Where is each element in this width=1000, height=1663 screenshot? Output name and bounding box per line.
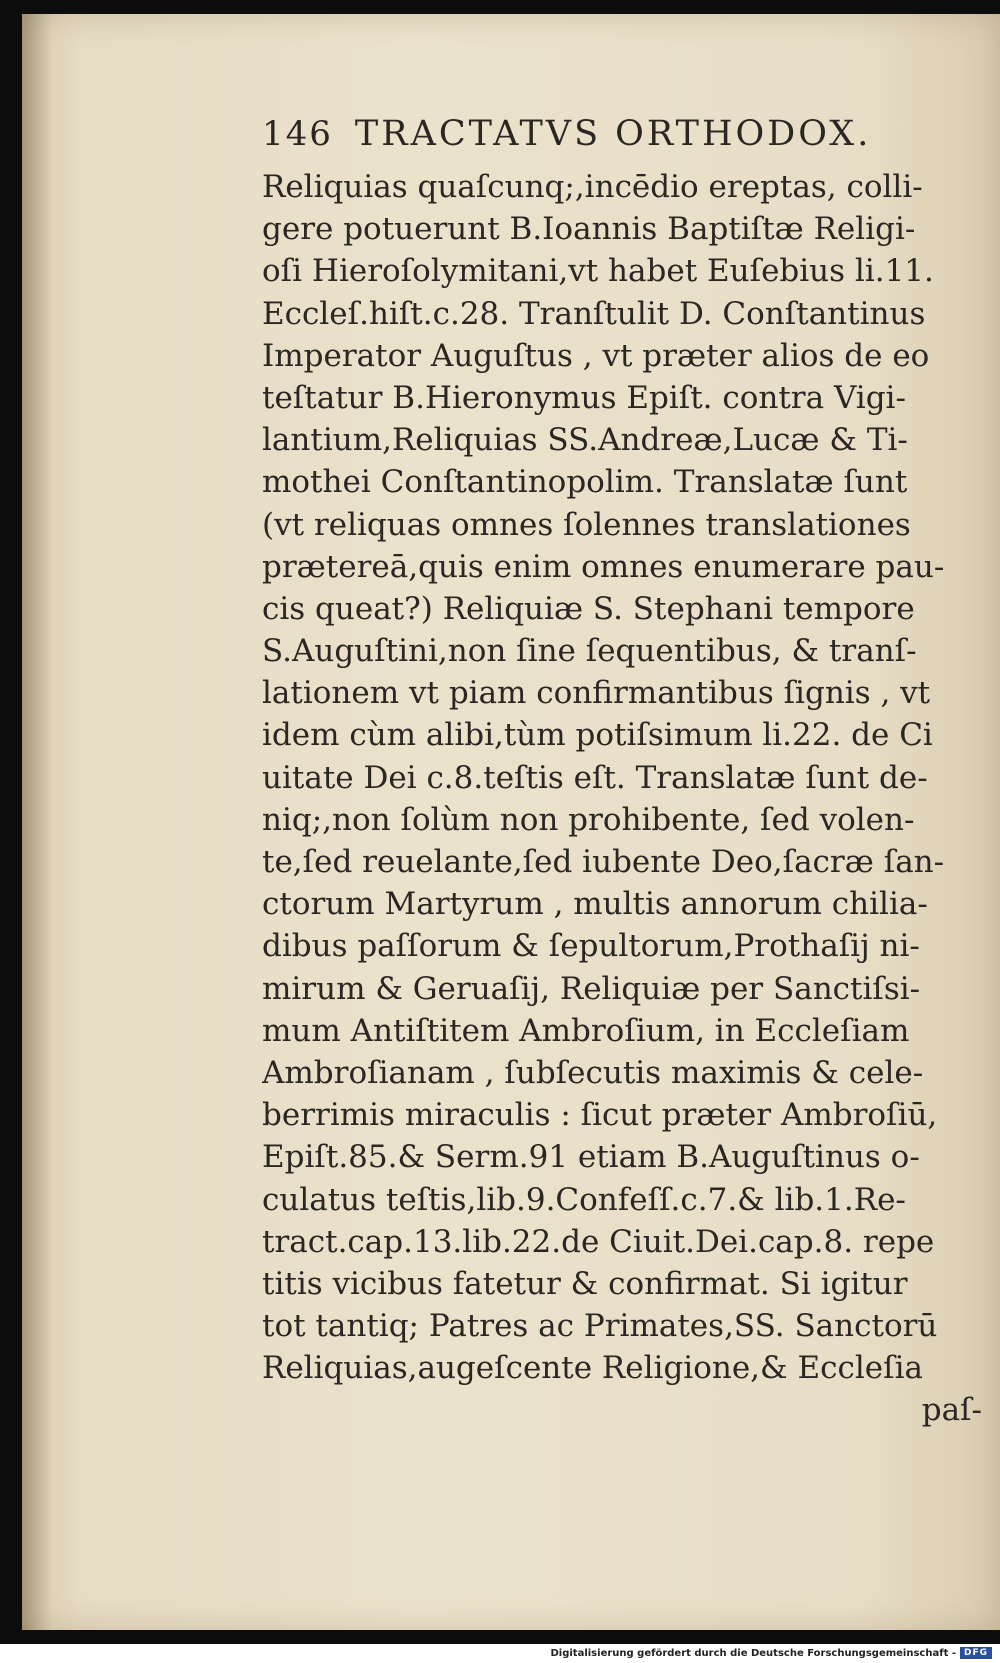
body-line: teſtatur B.Hieronymus Epiſt. contra Vigi- — [262, 379, 906, 416]
body-line: oſi Hieroſolymitani,vt habet Euſebius li.11. — [262, 253, 934, 290]
body-line: prætereā,quis enim omnes enumerare pau- — [262, 548, 945, 585]
body-line: Ambroſianam , ſubſecutis maximis & cele- — [262, 1054, 924, 1091]
body-line: mum Antiſtitem Ambroſium, in Eccleſiam — [262, 1012, 910, 1049]
body-line: ctorum Martyrum , multis annorum chilia- — [262, 886, 928, 923]
body-line: culatus teſtis,lib.9.Confeſſ.c.7.& lib.1.Re- — [262, 1181, 906, 1218]
body-line: Eccleſ.hiſt.c.28. Tranſtulit D. Conſtantinus — [262, 295, 926, 332]
dfg-logo: DFG — [960, 1647, 992, 1659]
catchword: paſ- — [921, 1392, 982, 1429]
body-line: S.Auguſtini,non ſine ſequentibus, & tranſ- — [262, 633, 917, 670]
body-line: cis queat?) Reliquiæ S. Stephani tempore — [262, 590, 915, 627]
running-title: TRACTATVS ORTHODOX. — [354, 114, 872, 154]
text-block — [262, 114, 990, 1432]
funding-credit: Digitalisierung gefördert durch die Deutsche Forschungsgemeinschaft - — [550, 1648, 956, 1659]
body-line: (vt reliquas omnes ſolennes translationes — [262, 506, 911, 543]
running-head — [262, 114, 990, 166]
body-line: lantium,Reliquias SS.Andreæ,Lucæ & Ti- — [262, 422, 908, 459]
page-gutter-shadow — [22, 14, 52, 1630]
body-line: titis vicibus fatetur & confirmat. Si igitur — [262, 1265, 908, 1302]
body-line: Epiſt.85.& Serm.91 etiam B.Auguſtinus o- — [262, 1139, 920, 1176]
body-line: te,ſed reuelante,ſed iubente Deo,ſacræ ſan- — [262, 844, 945, 880]
body-line: lationem vt piam confirmantibus ſignis , vt — [262, 675, 931, 712]
body-line: Reliquias,augeſcente Religione,& Eccleſia — [262, 1350, 923, 1387]
body-line: mirum & Geruaſij, Reliquiæ per Sanctiſsi- — [262, 970, 921, 1007]
body-line: gere potuerunt B.Ioannis Baptiſtæ Religi- — [262, 211, 916, 248]
body-line: Reliquias quaſcunq;,incēdio ereptas, colli- — [262, 169, 923, 205]
body-line: berrimis miraculis : ſicut præter Ambroſiū, — [262, 1097, 938, 1134]
body-line: uitate Dei c.8.teſtis eſt. Translatæ ſunt de- — [262, 759, 928, 796]
body-line: tot tantiq; Patres ac Primates,SS. Sanctorū — [262, 1308, 938, 1345]
body-line: mothei Conſtantinopolim. Translatæ ſunt — [262, 464, 908, 501]
body-line: Imperator Auguſtus , vt præter alios de eo — [262, 337, 930, 374]
body-line: dibus paſſorum & ſepultorum,Prothaſij ni- — [262, 928, 920, 965]
body-line: idem cùm alibi,tùm potiſsimum li.22. de Ci — [262, 717, 933, 754]
body-line: tract.cap.13.lib.22.de Ciuit.Dei.cap.8. repe — [262, 1223, 935, 1260]
book-page — [22, 14, 1000, 1630]
page-number: 146 — [262, 114, 333, 154]
body-line: niq;,non ſolùm non prohibente, ſed volen- — [262, 801, 915, 838]
